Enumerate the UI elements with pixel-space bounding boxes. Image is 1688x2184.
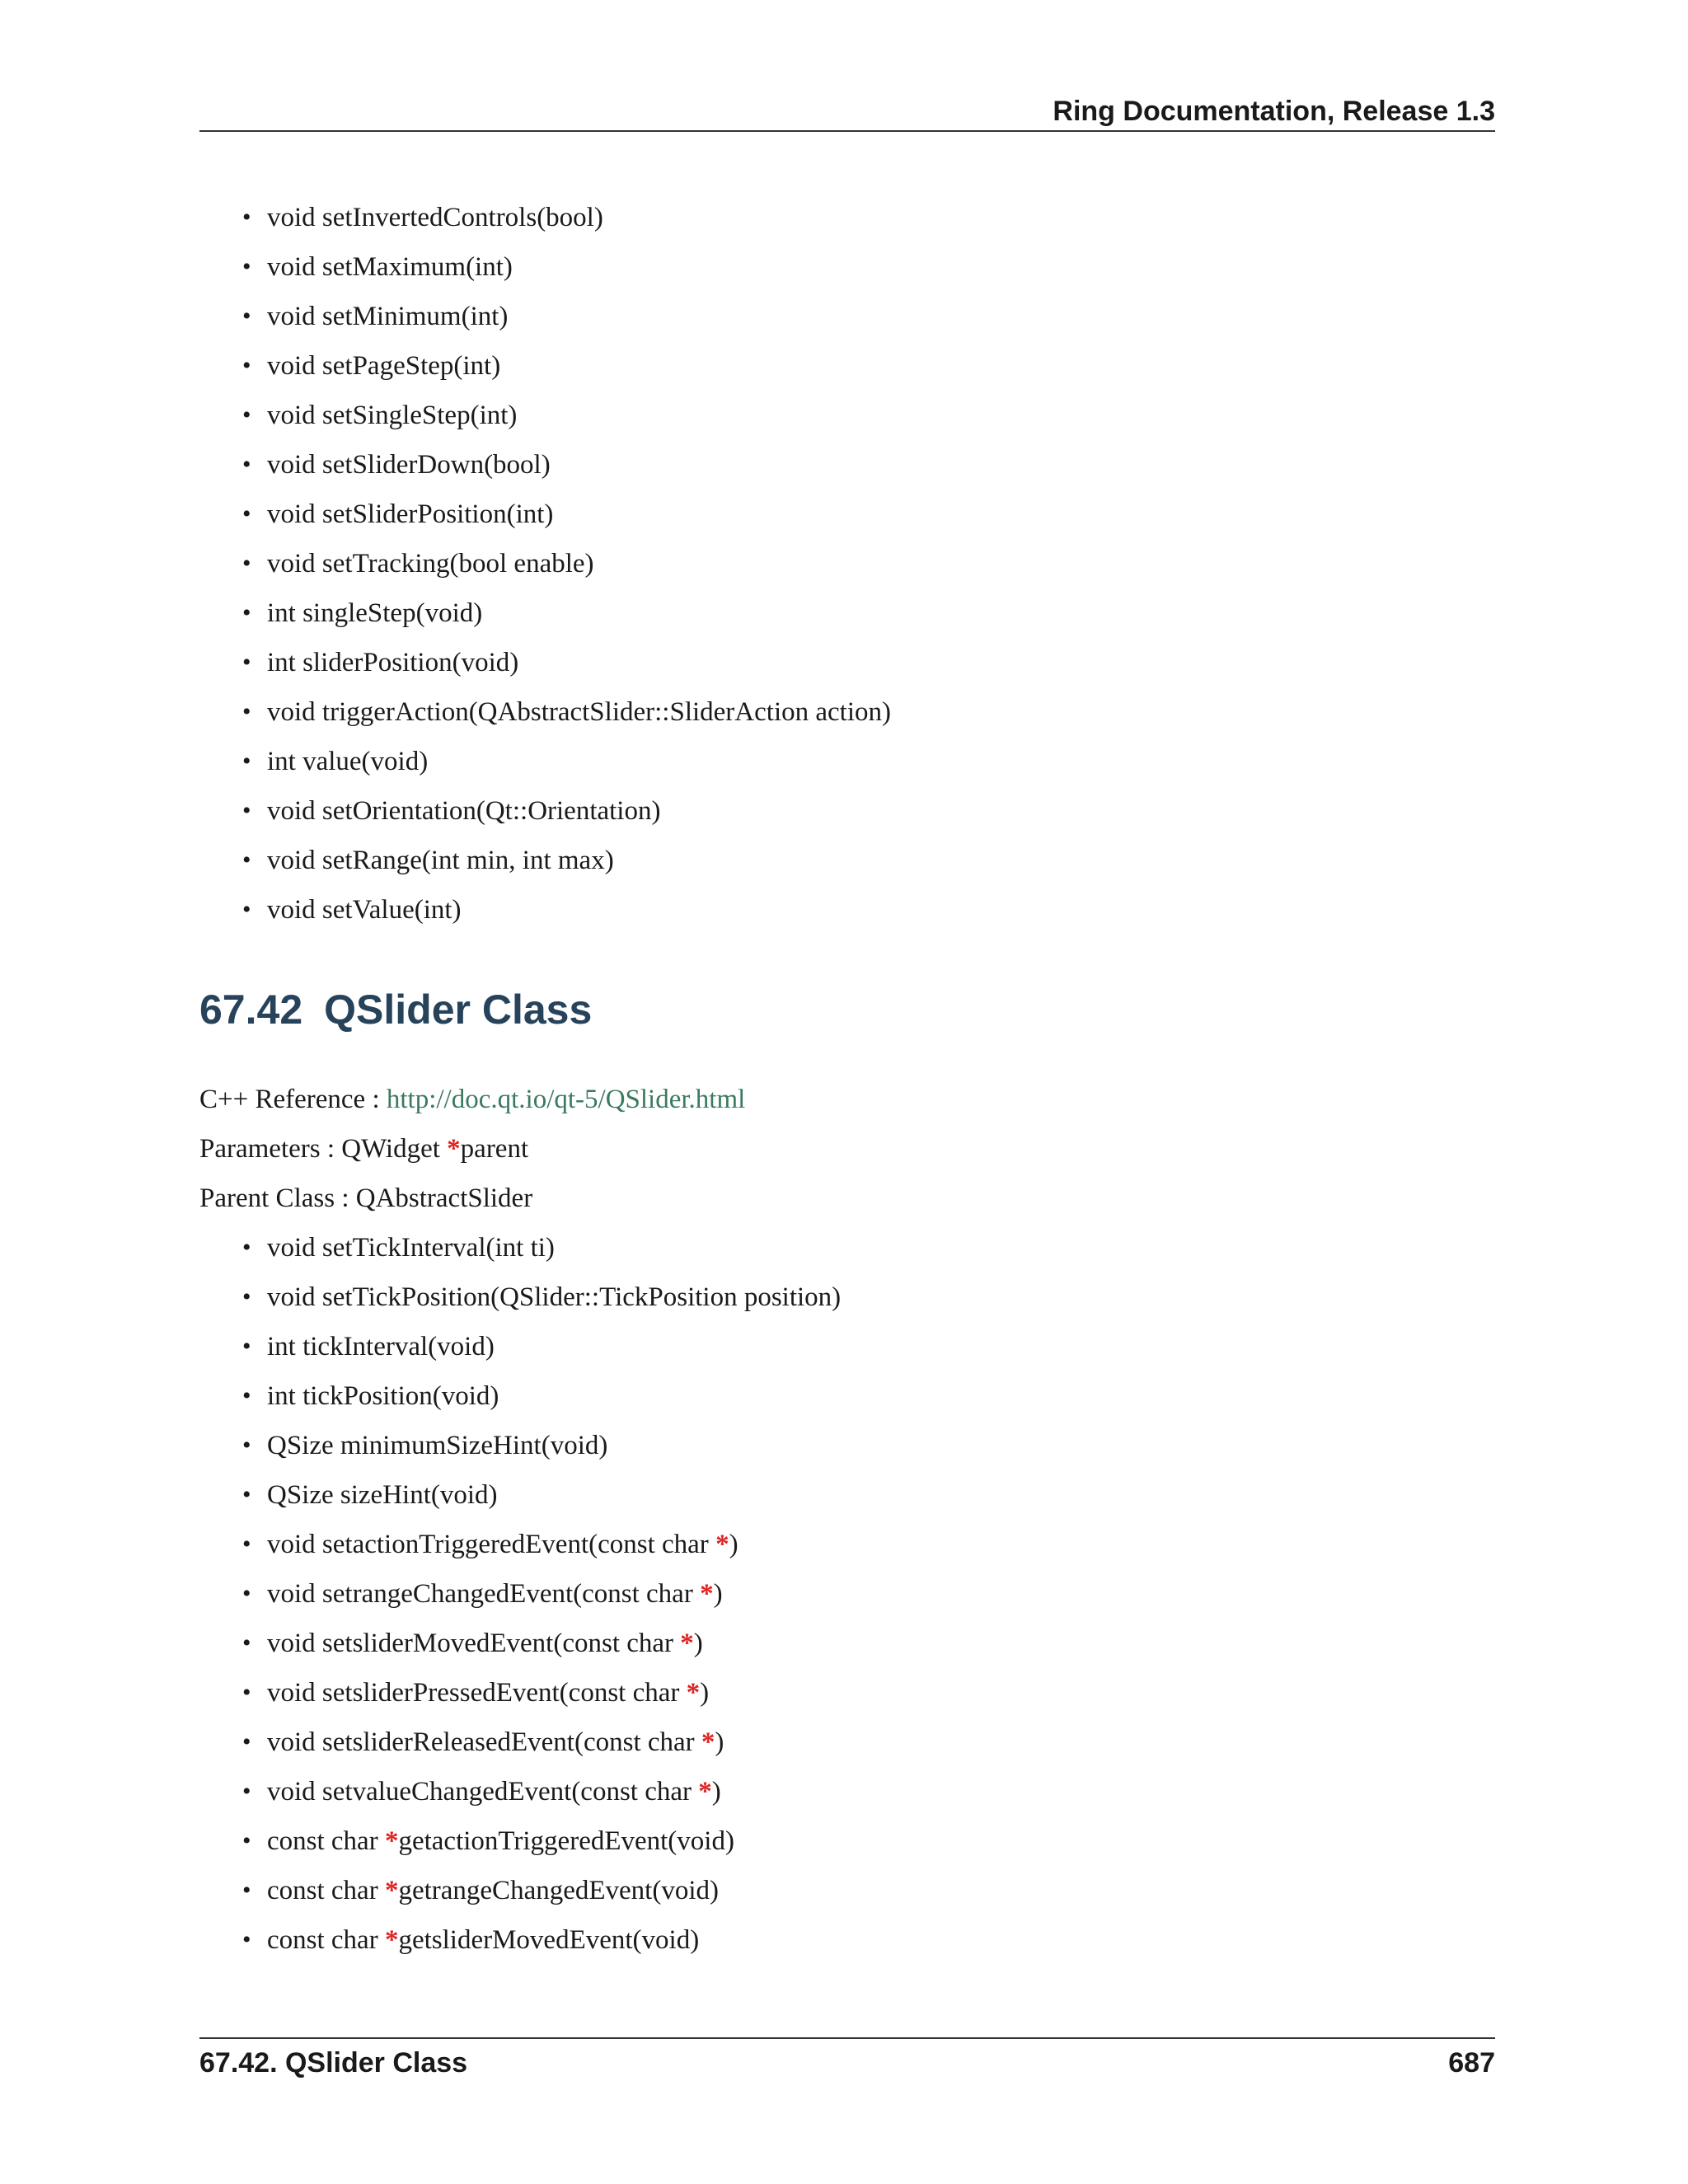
list-item [242,242,1479,292]
method-signature: void setrangeChangedEvent(const char [267,1579,701,1609]
method-signature: void setsliderPressedEvent(const char [267,1678,687,1708]
pointer-star: * [384,1925,399,1955]
method-signature: void setInvertedControls(bool) [267,203,603,232]
list-item [242,1223,1479,1272]
bullet-icon: • [242,1728,251,1755]
list-item [242,193,1479,242]
method-signature: int singleStep(void) [267,598,483,628]
pointer-star: * [384,1826,399,1856]
pointer-star: * [698,1777,712,1807]
list-item [242,341,1479,391]
method-signature-tail: ) [693,1629,703,1658]
bullet-icon: • [242,1382,251,1409]
footer-section-label: 67.42. QSlider Class [199,2047,468,2079]
list-item [242,490,1479,539]
method-list-qslider [242,1223,1479,1965]
method-signature: void setTracking(bool enable) [267,549,594,579]
bullet-icon: • [242,797,251,824]
pointer-star: * [715,1530,729,1559]
method-signature: void setOrientation(Qt::Orientation) [267,796,661,826]
list-item [242,1915,1479,1965]
list-item [242,1520,1479,1569]
method-signature: const char [267,1826,385,1856]
parameters-label: Parameters : QWidget [199,1134,448,1164]
method-signature: void setPageStep(int) [267,351,501,381]
bullet-icon: • [242,204,251,231]
method-signature: void setMaximum(int) [267,252,513,282]
bullet-icon: • [242,1827,251,1854]
list-item [242,391,1479,440]
bullet-icon: • [242,1877,251,1904]
method-signature: void setTickPosition(QSlider::TickPosition position) [267,1282,842,1312]
bullet-icon: • [242,352,251,379]
method-signature: void setValue(int) [267,895,462,925]
running-footer [199,2037,1495,2083]
bullet-icon: • [242,1283,251,1310]
bullet-icon: • [242,401,251,429]
list-item [242,1767,1479,1816]
method-signature-tail: ) [700,1678,710,1708]
method-signature-tail: ) [729,1530,738,1559]
cpp-reference-line [199,1075,745,1124]
list-item [242,1421,1479,1470]
bullet-icon: • [242,846,251,874]
method-signature: void setMinimum(int) [267,302,509,331]
section-number: 67.42 [199,987,303,1033]
list-item [242,440,1479,490]
method-signature-tail: getactionTriggeredEvent(void) [398,1826,734,1856]
bullet-icon: • [242,1926,251,1953]
method-signature: void setSingleStep(int) [267,401,518,430]
method-signature: void setTickInterval(int ti) [267,1233,555,1263]
section-heading [199,981,592,1038]
method-signature: int value(void) [267,747,429,776]
bullet-icon: • [242,550,251,577]
list-item [242,292,1479,341]
cpp-reference-label: C++ Reference : [199,1085,387,1114]
bullet-icon: • [242,500,251,527]
pointer-star: * [700,1579,714,1609]
bullet-icon: • [242,1530,251,1558]
list-item [242,1668,1479,1718]
bullet-icon: • [242,649,251,676]
bullet-icon: • [242,1778,251,1805]
bullet-icon: • [242,1234,251,1261]
list-item [242,638,1479,687]
list-item [242,836,1479,885]
pointer-star: * [701,1727,715,1757]
list-item [242,1718,1479,1767]
method-list-abstract-slider [242,193,1479,935]
method-signature: void triggerAction(QAbstractSlider::SliderAction action) [267,697,891,727]
method-signature: void setRange(int min, int max) [267,846,614,875]
parameters-name: parent [460,1134,529,1164]
method-signature: QSize sizeHint(void) [267,1480,498,1510]
method-signature: QSize minimumSizeHint(void) [267,1431,608,1460]
pointer-star: * [447,1134,461,1164]
bullet-icon: • [242,896,251,923]
method-signature: void setsliderReleasedEvent(const char [267,1727,701,1757]
parent-class-text: Parent Class : QAbstractSlider [199,1183,533,1213]
method-signature-tail: ) [711,1777,721,1807]
document-title: Ring Documentation, Release 1.3 [1053,96,1495,127]
list-item [242,687,1479,737]
list-item [242,1371,1479,1421]
bullet-icon: • [242,1481,251,1508]
pointer-star: * [384,1876,399,1905]
bullet-icon: • [242,1679,251,1706]
list-item [242,786,1479,836]
method-signature-tail: ) [715,1727,724,1757]
parameters-line [199,1124,528,1174]
method-signature: const char [267,1925,385,1955]
method-signature: void setsliderMovedEvent(const char [267,1629,681,1658]
bullet-icon: • [242,1432,251,1459]
bullet-icon: • [242,451,251,478]
method-signature: int sliderPosition(void) [267,648,519,677]
bullet-icon: • [242,1629,251,1657]
method-signature: void setvalueChangedEvent(const char [267,1777,699,1807]
list-item [242,539,1479,588]
list-item [242,1619,1479,1668]
method-signature: void setSliderDown(bool) [267,450,551,480]
section-title-text: QSlider Class [324,987,593,1033]
method-signature: const char [267,1876,385,1905]
list-item [242,1272,1479,1322]
method-signature: int tickPosition(void) [267,1381,499,1411]
list-item [242,1866,1479,1915]
list-item [242,885,1479,935]
bullet-icon: • [242,302,251,330]
bullet-icon: • [242,599,251,626]
list-item [242,737,1479,786]
list-item [242,1816,1479,1866]
list-item [242,1569,1479,1619]
pointer-star: * [680,1629,694,1658]
list-item [242,1470,1479,1520]
cpp-reference-link[interactable]: http://doc.qt.io/qt-5/QSlider.html [386,1085,746,1114]
list-item [242,588,1479,638]
bullet-icon: • [242,1580,251,1607]
pointer-star: * [686,1678,701,1708]
method-signature-tail: getrangeChangedEvent(void) [398,1876,719,1905]
page-number: 687 [1448,2047,1495,2079]
method-signature: int tickInterval(void) [267,1332,495,1361]
bullet-icon: • [242,253,251,280]
list-item [242,1322,1479,1371]
method-signature-tail: ) [713,1579,723,1609]
bullet-icon: • [242,698,251,725]
parent-class-line [199,1174,532,1223]
method-signature-tail: getsliderMovedEvent(void) [398,1925,700,1955]
method-signature: void setSliderPosition(int) [267,499,554,529]
bullet-icon: • [242,748,251,775]
bullet-icon: • [242,1333,251,1360]
method-signature: void setactionTriggeredEvent(const char [267,1530,716,1559]
running-header [199,92,1495,132]
